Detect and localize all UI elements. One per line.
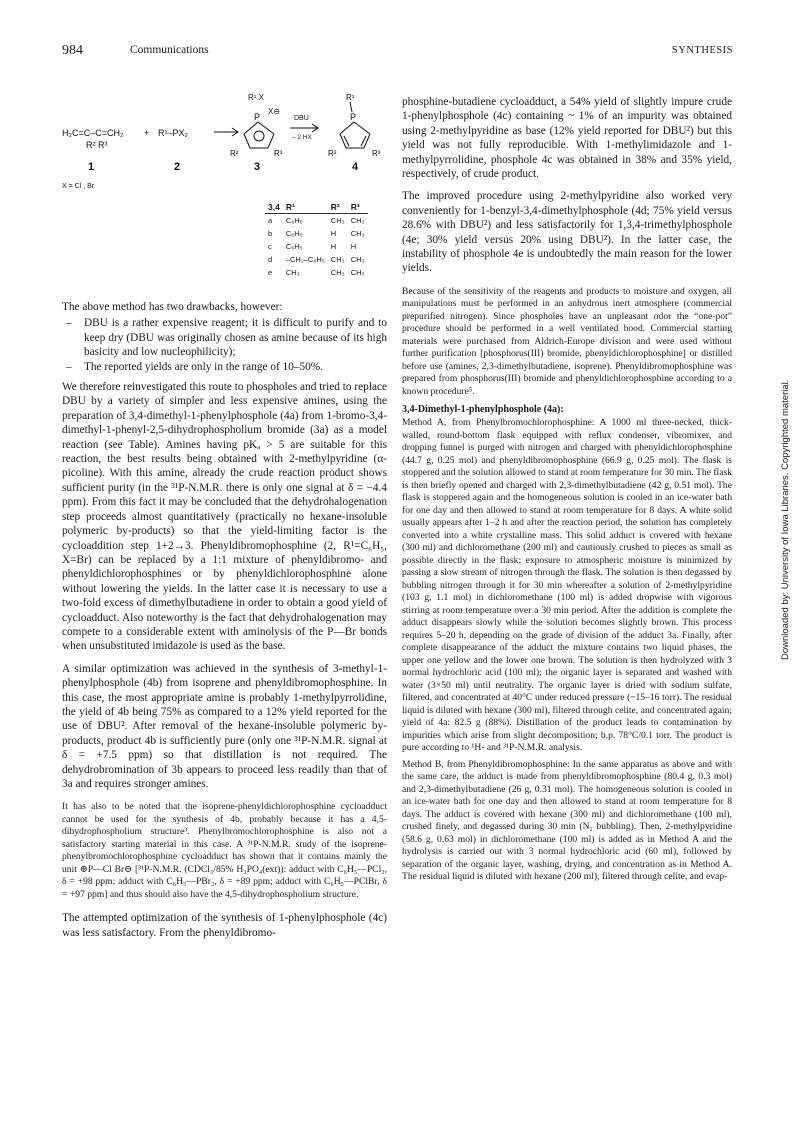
label-compound-2: 2 bbox=[174, 161, 181, 173]
table-row bbox=[265, 253, 368, 266]
left-paragraph-5: The attempted optimization of the synthesis of 1-phenylphosphole (4c) was less satisfactory. From the phenyldibromo- bbox=[62, 912, 387, 939]
side-watermark bbox=[780, 260, 794, 660]
table-cell: CH₃ bbox=[285, 268, 300, 277]
page-number: 984 bbox=[62, 43, 83, 58]
reaction-scheme bbox=[62, 90, 392, 300]
table-cell: H bbox=[330, 229, 337, 238]
x-note: X = Cl , Br bbox=[62, 183, 95, 190]
right-paragraph-2: The improved procedure using 2-methylpyridine also worked very conveniently for 1-benzyl-3,4-dimethylphosphole (4d; 75% yield versus 28.6% with DBU²) and less satisfactorily for 1,3,4-trimethylphosphole (4e; 30% yield versus 20% using DBU²). In the latter case, the instability of phosphole 4e is undoubtedly the main reason for the lower yields. bbox=[402, 190, 732, 275]
method-a-paragraph: Method A, from Phenylbromochlorophosphine: A 1000 ml three-necked, thick-walled, round-bottom flask equipped with reflux condenser, vibromixer, and dropping funnel is purged with nitrogen and charged with phenyldichlorophosphine (44.7 g, 0.25 mol) and phenyldibromophosphine (66.9 g, 0.25 mol). The flask is stoppered and the solution allowed to stand at room temperature for 30 min. The flask is then briefly opened and charged with 2,3-dimethylbutadiene (42 g, 0.51 mol). The flask is stoppered again and the homogeneous solution is cooled in an ice-water bath for one day and then allowed to stand at room temperature for 8 days. A white solid usually appears after 1–2 h and after the reaction period, the solution has completely converted into a white crystalline mass. This solid adduct is covered with hexane (300 ml) and dichloromethane (200 ml) and cautiously crushed to pieces as small as possible directly in the flask; exposure to atmospheric moisture is minimized by passing a slow stream of nitrogen through the flask. The solution is then degassed by bubbling nitrogen through it for 30 min whereafter a solution of 2-methylpyridine (103 g, 1.1 mol) in dichloromethane (100 ml) is added dropwise with vigorous stirring at room temperature over a 30 min period. After the addition is complete the adduct disappears slowly while the solution becomes slightly brown. This process requires 5–20 h, depending on the grade of division of the adduct 3a. Finally, after complete disappearance of the adduct the mixture contains two liquid phases, the upper one yellow and the lower one brown. The solution is then hydrolyzed with 3 normal hydrochloric acid (100 ml); the organic layer is separated and washed with water (3×50 ml) until neutrality. The organic layer is dried with sodium sulfate, filtered, and concentrated at 40°C under reduced pressure (~15–16 torr). The residual liquid is diluted with hexane (300 ml), filtered through celite, and concentrated again; yield of 4a: 82.5 g (88%). Distillation of the product leads to contamination by impurities which arise from slight decomposition; b.p. 78°C/0.1 torr. The product is pure according to ¹H- and ³¹P-N.M.R. analysis. bbox=[402, 417, 732, 754]
r1-label: R¹ bbox=[346, 93, 355, 102]
table-row bbox=[265, 240, 368, 253]
table-cell: –CH₂–C₆H₅ bbox=[285, 255, 325, 264]
ring-4 bbox=[340, 122, 370, 148]
p-atom-4: P bbox=[350, 112, 357, 122]
arrow-2 bbox=[290, 124, 318, 132]
label-compound-1: 1 bbox=[88, 161, 95, 173]
method-b-paragraph: Method B, from Phenyldibromophosphine: In the same apparatus as above and with the same care, the adduct is made from phenyldibromophosphine (80.4 g, 0.3 mol) and 2,3-dimethylbutadiene (26 g, 0.31 mol). The homogeneous solution is cooled in an ice-water bath for one day and then allowed to stand at room temperature for 8 days. The adduct is covered with hexane (300 ml) and dichloromethane (100 ml), crushed finely, and degassed during 30 min (N₂ bubbling). Then, 2-methylpyridine (58.6 g, 0.63 mol) in dichloromethane (100 ml) is added as in Method A and the hydrolysis is carried out with 3 normal hydrochloric acid (60 ml), followed by separation of the organic layer, washing, drying, and concentration as in Method A. The residual liquid is diluted with hexane (200 ml), filtered through celite, and evap- bbox=[402, 758, 732, 883]
experimental-general: Because of the sensitivity of the reagents and products to moisture and oxygen, all manipulations must be performed in an anhydrous inert atmosphere (commercial prepurified nitrogen). Since phospholes have an unpleasant odor the “one-pot” procedure should be performed in a well ventilated hood. Commercial starting materials were purchased from Aldrich-Europe division and were used without further purification [phosphorus(III) bromide, phenyldichlorophosphine] or distilled before use (amines, 2,3-dimethylbutadiene, isoprene). Phenyldibromophosphine was prepared from phosphorus(III) bromide and phenyldichlorophosphine according to a known procedure⁵. bbox=[402, 285, 732, 397]
x-anion: X⊖ bbox=[268, 107, 281, 116]
drawbacks-list bbox=[62, 316, 387, 374]
table-cell: b bbox=[268, 229, 273, 238]
right-column bbox=[402, 95, 732, 884]
diene-substituents: R² R³ bbox=[86, 140, 108, 150]
table-row bbox=[265, 266, 368, 279]
table-header-cell: 3,4 bbox=[265, 200, 283, 214]
r3-label-3: R³ bbox=[274, 149, 283, 158]
scheme-bonds bbox=[214, 102, 370, 148]
left-footnote-paragraph: It has also to be noted that the isoprene-phenyldichlorophosphine cycloadduct cannot be used for the synthesis of 4b, probably because it has a 4,5-dihydrophospholium structure³. Phenylbromochlorophosphine is also not a satisfactory starting material in this case. A ³¹P-N.M.R. study of the isoprene-phenylbromochlorophosphine cycloadduct has shown that it contains mainly the unit ⊕P—Cl Br⊖ [³¹P-N.M.R. (CDCl₃/85% H₃PO₄(ext)): adduct with C₆H₅—PCl₂, δ = +98 ppm; adduct with C₆H₅—PBr₂, δ = +89 ppm; adduct with C₆H₅—PClBr, δ = +97 ppm] and thus should also have the 4,5-dihydrophospholium structure. bbox=[62, 801, 387, 900]
table-cell: e bbox=[268, 268, 273, 277]
plus-ring bbox=[254, 131, 264, 141]
right-paragraph-1: phosphine-butadiene cycloadduct, a 54% yield of slightly impure crude 1-phenylphosphole (4c) containing ~ 1% of an impurity was obtained using 2-methylpyridine as base (12% yield reported for DBU²) but this yield was not fully reproducible. With 1-methylimidazole and 1-methylpyrrolidine, phosphole 4c was obtained in 38% and 35% yield, respectively, of crude product. bbox=[402, 96, 732, 181]
r3-label-4: R³ bbox=[372, 149, 381, 158]
download-notice: Downloaded by: University of Iowa Libraries. Copyrighted material. bbox=[780, 379, 791, 660]
arrow-1 bbox=[214, 128, 238, 136]
base-label: DBU bbox=[294, 115, 309, 122]
label-compound-3: 3 bbox=[254, 161, 261, 173]
left-paragraph-3: A similar optimization was achieved in the synthesis of 3-methyl-1-phenylphosphole (4b) from isoprene and phenyldibromophosphine. In this case, the most appropriate amine is probably 1-methylpyrrolidine, the yield of 4b being 75% as compared to a 12% yield reported for the use of DBU². After removal of the hexane-insoluble polymeric by-products, product 4b is sufficiently pure (only one ³¹P-N.M.R. signal at δ = +7.5 ppm) so that distillation is not required. The dehydrobromination of 3b appears to proceed less readily than that of 3a and requires stronger amines. bbox=[62, 662, 387, 790]
ring-3 bbox=[244, 122, 274, 148]
left-paragraph-2: We therefore reinvestigated this route to phospholes and tried to replace DBU by a variety of simpler and less expensive amines, using the preparation of 3,4-dimethyl-1-phenylphosphole (4a) from 1-bromo-3,4-dimethyl-1-phenyl-2,5-dihydrophospholium bromide (3a) as a model reaction (see Table). Amines having pKₐ > 5 are suitable for this reaction, the best results being obtained with 2-methylpyridine (α-picoline). With this amine, already the crude reaction product shows sufficient purity (in the ³¹P-N.M.R. there is only one signal at δ = −4.4 ppm). From this fact it may be concluded that the dehydrohalogenation step proceeds almost quantitatively (practically no hexane-insoluble polymeric by-products) so that the yield-limiting factor is the cycloaddition step 1+2→3. Phenyldibromophosphine (2, R¹=C₆H₅, X=Br) can be replaced by a 1:1 mixture of phenyldibromo- and phenyldichlorophosphines or by phenyldichlorophosphine alone without lowering the yields. In the latter case it is necessary to use a two-fold excess of dimethylbutadiene in order to obtain a good yield of cycloadduct. Also noteworthy is the fact that dehydrohalogenation may compete to a considerable extent with aminolysis of the P—Br bonds when unsubstituted imidazole is used as the base. bbox=[62, 381, 387, 653]
section-title: Communications bbox=[130, 44, 209, 56]
table-header-cell: R² bbox=[328, 200, 348, 214]
table-header-cell: R¹ bbox=[283, 200, 328, 214]
r1-bond bbox=[350, 102, 352, 112]
plus-sign: + bbox=[144, 128, 150, 138]
table-cell: CH₃ bbox=[330, 268, 345, 277]
journal-name: SYNTHESIS bbox=[671, 45, 733, 56]
table-cell: C₆H₅ bbox=[285, 242, 303, 251]
table-cell: a bbox=[268, 216, 273, 225]
left-paragraph-1: The above method has two drawbacks, however: bbox=[62, 301, 283, 313]
table-cell: CH₃ bbox=[350, 229, 365, 238]
table-header-row bbox=[265, 200, 368, 214]
scheme-drawing bbox=[62, 90, 392, 200]
r2-label-4: R² bbox=[328, 149, 337, 158]
substituent-table bbox=[265, 200, 368, 279]
list-item: – The reported yields are only in the range of 10–50%. bbox=[62, 360, 387, 374]
experimental-subheading: 3,4-Dimethyl-1-phenylphosphole (4a): bbox=[402, 404, 564, 416]
table-cell: CH₃ bbox=[330, 255, 345, 264]
table-cell: CH₃ bbox=[330, 216, 345, 225]
r1-x-label: R¹ X bbox=[248, 93, 264, 102]
diene-formula: H₂C=C–C=CH₂ bbox=[62, 128, 124, 138]
loss-label: – 2 HX bbox=[292, 134, 312, 141]
page-header bbox=[62, 43, 733, 61]
table-cell: c bbox=[268, 242, 272, 251]
table-cell: C₆H₅ bbox=[285, 229, 303, 238]
table-row bbox=[265, 227, 368, 240]
reagent-formula: R¹–PX₂ bbox=[158, 128, 189, 138]
list-item: – DBU is a rather expensive reagent; it is difficult to purify and to keep dry (DBU was originally chosen as amine because of its high basicity and low nucleophilicity); bbox=[62, 316, 387, 359]
table-cell: CH₃ bbox=[350, 216, 365, 225]
table-cell: CH₃ bbox=[350, 268, 365, 277]
table-cell: H bbox=[350, 242, 357, 251]
r2-label-3: R² bbox=[230, 149, 239, 158]
table-header-cell: R³ bbox=[348, 200, 368, 214]
table-cell: CH₃ bbox=[350, 255, 365, 264]
table-cell: C₆H₅ bbox=[285, 216, 303, 225]
table-cell: H bbox=[330, 242, 337, 251]
table-cell: d bbox=[268, 255, 273, 264]
p-atom-3: P bbox=[254, 112, 261, 122]
label-compound-4: 4 bbox=[352, 161, 359, 173]
left-column bbox=[62, 300, 387, 940]
table-row bbox=[265, 214, 368, 228]
